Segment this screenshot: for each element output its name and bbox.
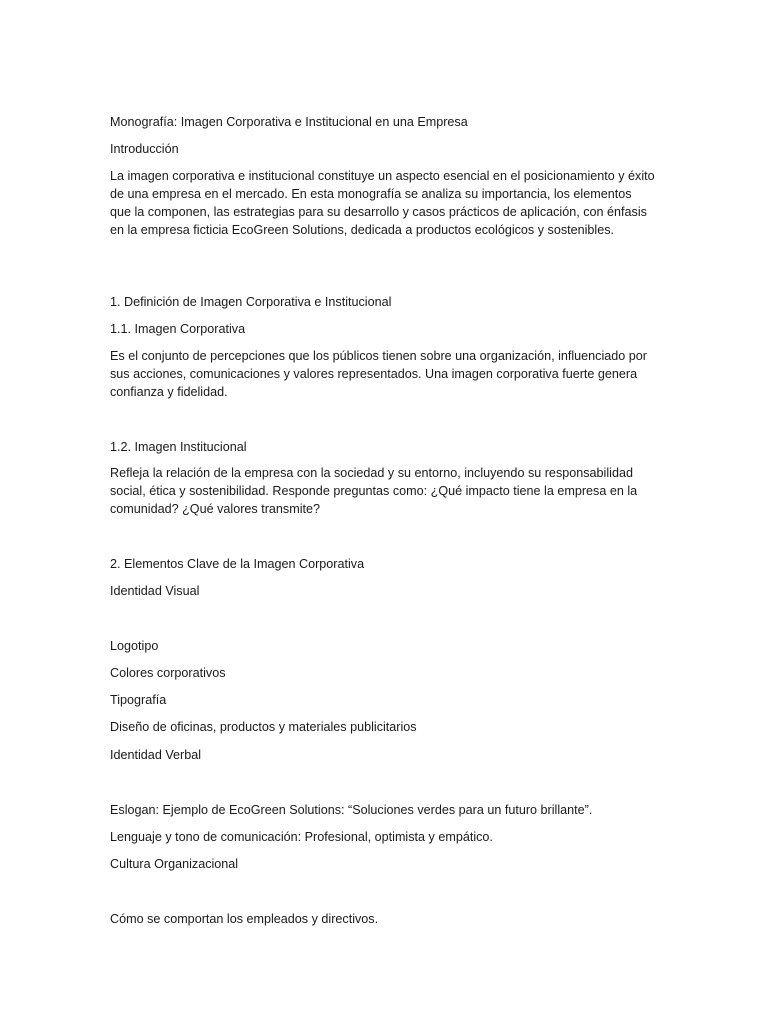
section-1-1-heading: 1.1. Imagen Corporativa bbox=[110, 322, 246, 336]
identidad-visual-label: Identidad Visual bbox=[110, 584, 200, 598]
intro-heading: Introducción bbox=[110, 142, 179, 156]
list-item-tipografia: Tipografía bbox=[110, 693, 167, 707]
identidad-verbal-label: Identidad Verbal bbox=[110, 748, 202, 762]
cultura-organizacional-label: Cultura Organizacional bbox=[110, 857, 239, 871]
list-item-logotipo: Logotipo bbox=[110, 639, 159, 653]
section-1-2-paragraph: Refleja la relación de la empresa con la sociedad y su entorno, incluyendo su responsabilidad social, ética y sostenibilidad. Responde preguntas como: ¿Qué impacto tiene la empresa en la comunidad? ¿Qué valores transmite? bbox=[110, 466, 638, 516]
section-1-1-paragraph: Es el conjunto de percepciones que los públicos tienen sobre una organización, influenciado por sus acciones, comunicaciones y valores representados. Una imagen corporativa fuerte genera confianza y fidelidad. bbox=[110, 349, 647, 399]
intro-paragraph: La imagen corporativa e institucional constituye un aspecto esencial en el posicionamiento y éxito de una empresa en el mercado. En esta monografía se analiza su importancia, los elementos que la componen, las estrategias para su desarrollo y casos prácticos de aplicación, con énfasis en la empresa ficticia EcoGreen Solutions, dedicada a productos ecológicos y sostenibles. bbox=[110, 169, 655, 237]
section-1-heading: 1. Definición de Imagen Corporativa e Institucional bbox=[110, 295, 392, 309]
list-item-colores: Colores corporativos bbox=[110, 666, 226, 680]
list-item-eslogan: Eslogan: Ejemplo de EcoGreen Solutions: “Soluciones verdes para un futuro brillante”. bbox=[110, 803, 593, 817]
list-item-comportamiento: Cómo se comportan los empleados y directivos. bbox=[110, 912, 379, 926]
document-title: Monografía: Imagen Corporativa e Institucional en una Empresa bbox=[110, 115, 468, 129]
section-1-2-heading: 1.2. Imagen Institucional bbox=[110, 440, 247, 454]
list-item-lenguaje: Lenguaje y tono de comunicación: Profesional, optimista y empático. bbox=[110, 830, 493, 844]
section-2-heading: 2. Elementos Clave de la Imagen Corporativa bbox=[110, 557, 365, 571]
list-item-diseno: Diseño de oficinas, productos y materiales publicitarios bbox=[110, 720, 417, 734]
